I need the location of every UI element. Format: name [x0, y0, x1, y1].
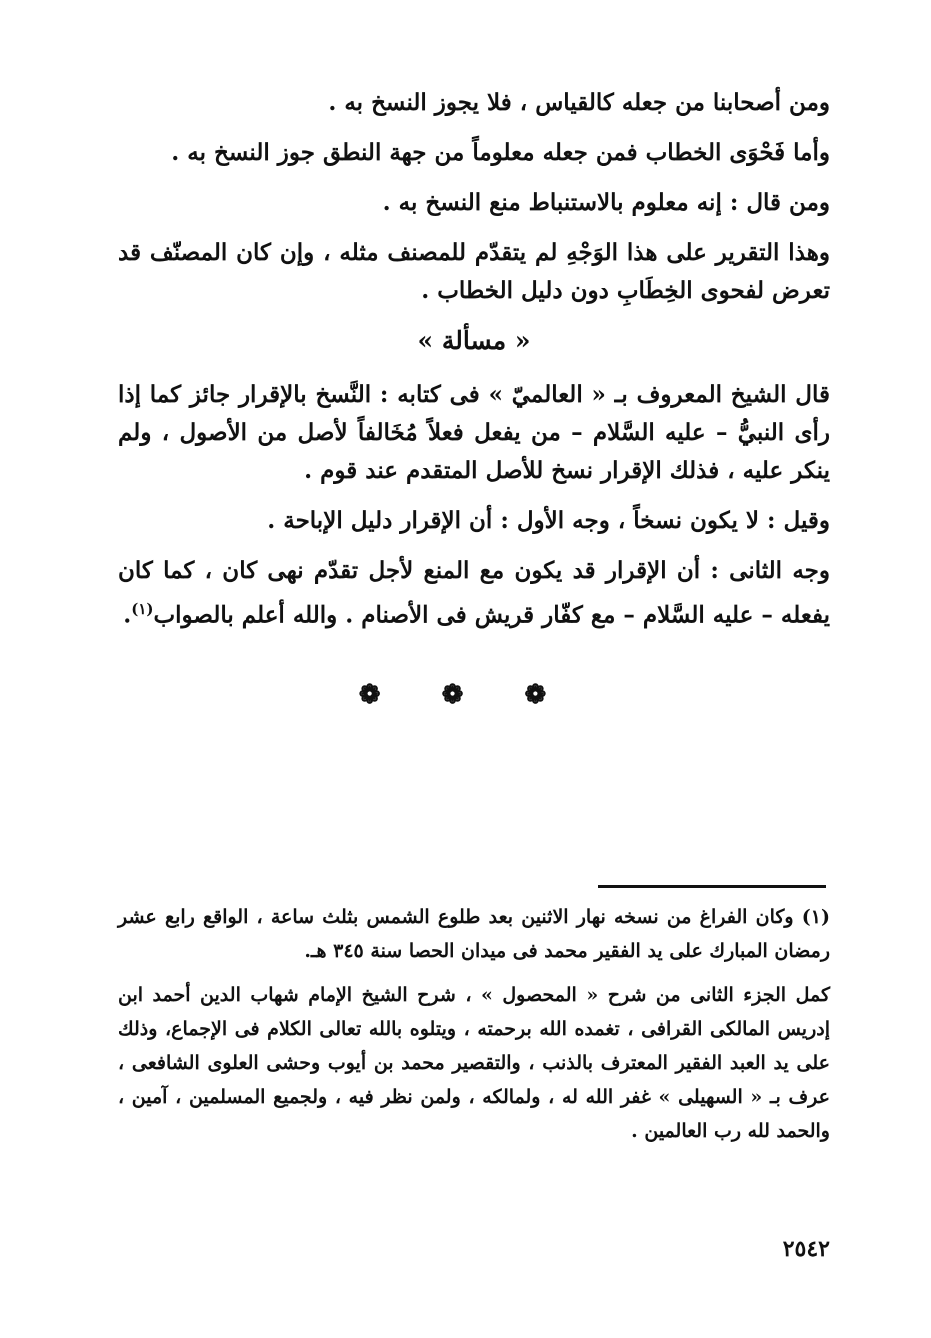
colophon: كمل الجزء الثانى من شرح « المحصول » ، شرح الشيخ الإمام شهاب الدين أحمد ابن إدريس المالكى القرافى ، تغمده الله برحمته ، ويتلوه بالله تعالى الكلام فى الإجماع، وذلك على يد العبد الفقير المعترف بالذنب ، والتقصير محمد بن أيوب وحشى العلوى الشافعى ، عرف بـ « السهيلى » غفر الله له ، ولمالكه ، ولمن نظر فيه ، ولجميع المسلمين ، آمين ، والحمد لله رب العالمين .	[118, 984, 830, 1142]
footnotes	[118, 900, 830, 1158]
paragraph-text: وجه الثانى : أن الإقرار قد يكون مع المنع لأجل تقدّم نهى كان ، كما كان يفعله – عليه السَّلام – مع كفّار قريش فى الأصنام . والله أعلم بالصواب	[118, 557, 830, 629]
paragraph: قال الشيخ المعروف بـ « العالميّ » فى كتابه : النَّسخ بالإقرار جائز كما إذا رأى النبيُّ – عليه السَّلام – من يفعل فعلاً مُخَالفاً لأصل من الأصول ، ولم ينكر عليه ، فذلك الإقرار نسخ للأصل المتقدم عند قوم .	[118, 381, 830, 484]
footnote-reference: (١)	[131, 600, 154, 618]
paragraph: ومن أصحابنا من جعله كالقياس ، فلا يجوز النسخ به .	[328, 89, 830, 116]
paragraph-end: .	[123, 601, 132, 629]
footnote-separator	[598, 885, 826, 888]
page-number: ٢٥٤٢	[782, 1236, 830, 1262]
footnote: (١) وكان الفراغ من نسخه نهار الاثنين بعد طلوع الشمس بثلث ساعة ، الواقع رابع عشر رمضان المبارك على يد الفقير محمد فى ميدان الحصا سنة ٣٤٥ هـ.	[118, 906, 831, 962]
paragraph: ومن قال : إنه معلوم بالاستنباط منع النسخ به .	[382, 189, 830, 216]
paragraph: وهذا التقرير على هذا الوَجْهِ لم يتقدّم للمصنف مثله ، وإن كان المصنّف قد تعرض لفحوى الخِطَابِ دون دليل الخطاب .	[118, 239, 830, 304]
paragraph: وقيل : لا يكون نسخاً ، وجه الأول : أن الإقرار دليل الإباحة .	[267, 507, 830, 534]
section-heading: « مسألة »	[417, 326, 531, 355]
paragraph	[118, 552, 830, 635]
main-text	[118, 84, 830, 647]
ornament-divider: ❁ ❁ ❁	[358, 680, 573, 710]
paragraph: وأما فَحْوَى الخطاب فمن جعله معلوماً من جهة النطق جوز النسخ به .	[171, 139, 830, 166]
